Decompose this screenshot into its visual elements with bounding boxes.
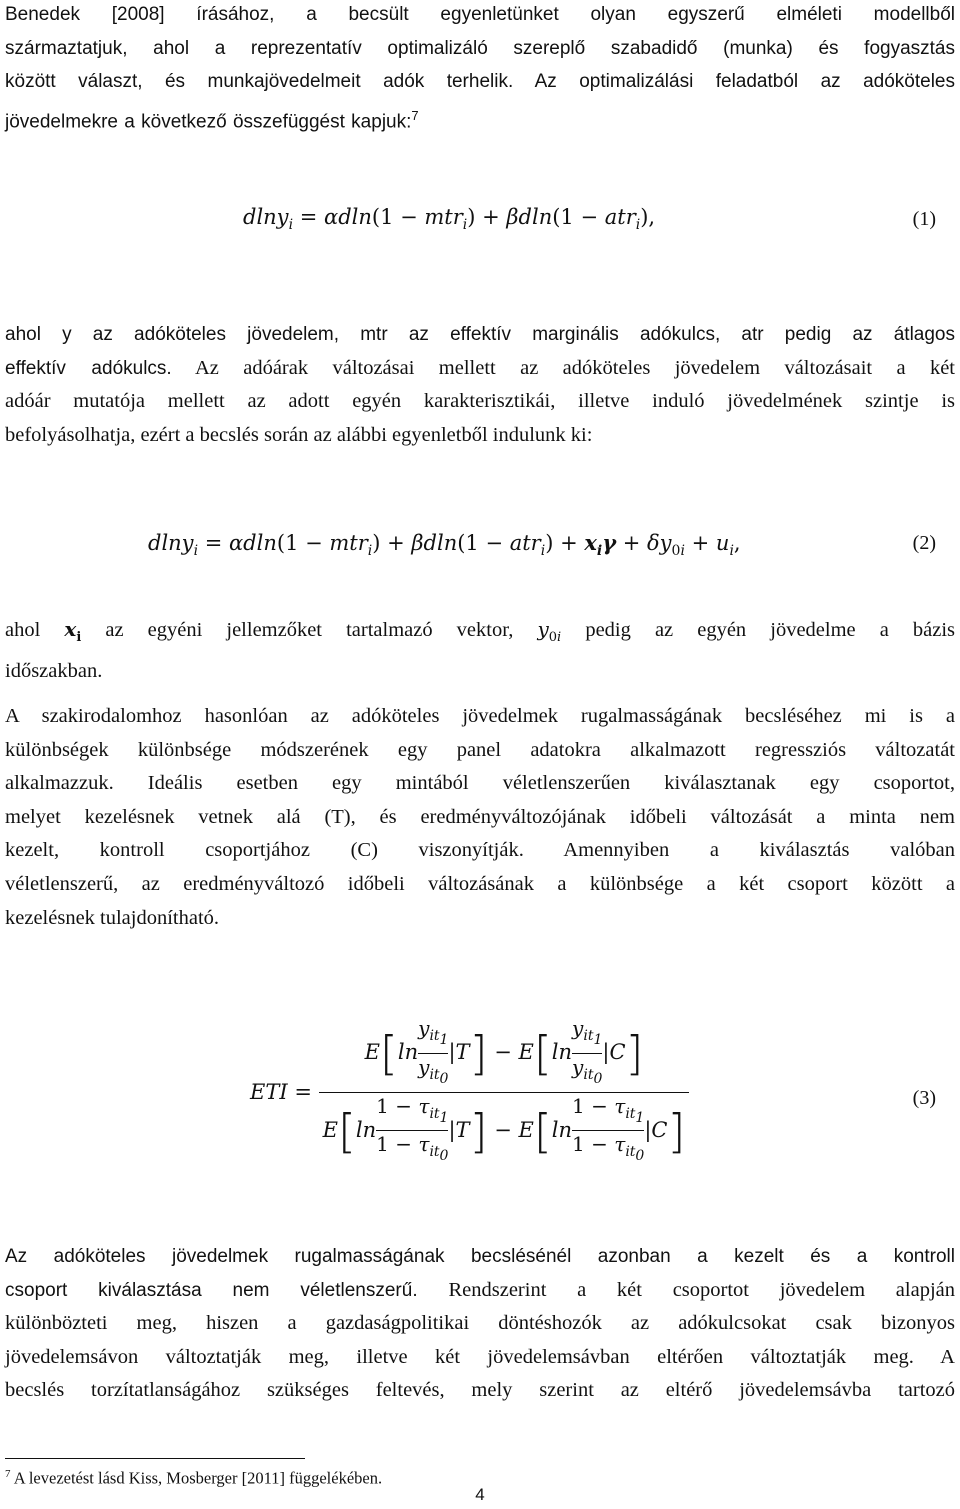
text-line-content: jövedelmekre a következő összefüggést kapjuk: — [5, 111, 412, 133]
equation-3: ETI = E[ln $\frac{y_{it_1}}{y_{it_0}}$ |T] − E[ln $\frac{y_{it_1}}{y_{it_0}}$ |C] E[ln $\frac{1 - \tau_{it_1}}{1 - \tau_{it_0}}$ |T] − E[ln $\frac{1 - \tau_{it_1}}{1 - \tau_{it_0}}$ |C] — [250, 1015, 689, 1169]
text-line: származtatjuk, ahol a reprezentatív optimalizáló szereplő szabadidő (munka) és fogyasztás — [5, 37, 955, 59]
text-line: Benedek [2008] írásához, a becsült egyenletünket olyan egyszerű elméleti modellből — [5, 4, 955, 25]
text-line-content: pedig az egyén jövedelme a bázis — [585, 619, 956, 641]
text-line — [5, 352, 955, 386]
text-line: időszakban. — [5, 659, 103, 682]
paragraph-vector — [5, 613, 955, 688]
eq-atr: atr — [604, 205, 636, 229]
text-line — [5, 99, 955, 139]
eq-lhs: ETI — [250, 1080, 288, 1105]
footnote-marker: 7 — [5, 1468, 11, 1480]
eti-fraction: E[ln $\frac{y_{it_1}}{y_{it_0}}$ |T] − E[ln $\frac{y_{it_1}}{y_{it_0}}$ |C] E[ln $\frac{1 - \tau_{it_1}}{1 - \tau_{it_0}}$ |T] − E[ln $\frac{1 - \tau_{it_1}}{1 - \tau_{it_0}}$ |C] — [319, 1015, 690, 1169]
equation-number-1: (1) — [912, 208, 936, 230]
text-line: jövedelemsávon változtatják meg, illetve két jövedelemsávban eltérően változtatják meg. A — [5, 1345, 955, 1368]
footnote-separator — [5, 1458, 305, 1459]
text-line: becslés torzítatlanságához szükséges feltevés, mely szerint az eltérő jövedelemsávba tartozó — [5, 1379, 955, 1402]
text-line-content: az egyéni jellemzőket tartalmazó vektor, — [105, 619, 514, 641]
paragraph-definitions — [5, 318, 955, 452]
text-line-content: csoport kiválasztása nem véletlenszerű. — [5, 1279, 418, 1301]
footnote-text: A levezetést lásd Kiss, Mosberger [2011] függelékében. — [13, 1468, 383, 1488]
eq-alpha: α — [324, 205, 339, 229]
text-line: A szakirodalomhoz hasonlóan az adóköteles jövedelmek rugalmasságának becsléséhez mi is a — [5, 705, 955, 727]
paragraph-intro — [5, 0, 955, 139]
equation-number-2: (2) — [912, 532, 936, 554]
text-line-content: Rendszerint a két csoportot jövedelem alapján — [448, 1278, 955, 1301]
text-line-content: Az adóárak változásai mellett az adóköteles jövedelem változásait a két — [194, 356, 955, 379]
text-line — [5, 1274, 955, 1308]
text-line: Az adóköteles jövedelmek rugalmasságának becslésénél azonban a kezelt és a kontroll — [5, 1246, 955, 1267]
text-line: alkalmazzuk. Ideális esetben egy mintából véletlenszerűen kiválasztanak egy csoportot, — [5, 772, 955, 795]
eq-lhs: dlny — [243, 205, 289, 229]
text-line: különbségek különbsége módszerének egy panel adatokra alkalmazott regressziós változatát — [5, 738, 955, 761]
eq-mtr: mtr — [424, 205, 463, 229]
equation-number-3: (3) — [912, 1087, 936, 1109]
footnote-reference[interactable]: 7 — [411, 107, 419, 123]
text-line-content: effektív adókulcs. — [5, 357, 172, 379]
eq-beta: β — [506, 205, 519, 229]
text-line: ahol $x_i$ az egyéni jellemzőket tartalmazó vektor, $y_{0i}$ pedig az egyén jövedelme a bázis — [5, 617, 956, 645]
text-line: adóár mutatója mellett az adott egyén karakterisztikái, illetve induló jövedelmének szintje is — [5, 390, 955, 413]
text-line: kezelésnek tulajdonítható. — [5, 906, 220, 929]
text-line: véletlenszerű, az eredményváltozó időbeli változásának a különbsége a két csoport között a — [5, 872, 955, 895]
equation-2: $dlny_i = \alpha dln(1 - mtr_i) + \beta dln(1 - atr_i) + x_i\gamma + \delta y_{0i} + u_i$, — [148, 530, 741, 560]
text-line — [5, 65, 955, 99]
paragraph-selection — [5, 1240, 955, 1408]
paragraph-method — [5, 700, 955, 935]
text-line: ahol y az adóköteles jövedelem, mtr az effektív marginális adókulcs, atr pedig az átlagos — [5, 324, 955, 345]
text-line-content: ahol — [5, 619, 41, 641]
text-line: befolyásolhatja, ezért a becslés során az alábbi egyenletből indulunk ki: — [5, 423, 593, 446]
text-line: kezelt, kontroll csoportjához (C) viszonyítják. Amennyiben a kiválasztás valóban — [5, 839, 955, 862]
text-line: melyet kezelésnek vetnek alá (T), és eredményváltozójának időbeli változását a minta nem — [5, 805, 955, 828]
equation-1: dlny$_i$ = αdln(1 − mtr$_i$) + βdln(1 − atr$_i$), — [243, 205, 656, 234]
text-line-content: között választ, és munkajövedelmeit adók terhelik. Az optimalizálási feladatból az adóköteles — [5, 71, 955, 93]
text-line: különbözteti meg, hiszen a gazdaságpolitikai döntéshozók az adókulcsokat csak bizonyos — [5, 1312, 955, 1335]
page-number: 4 — [475, 1485, 485, 1504]
